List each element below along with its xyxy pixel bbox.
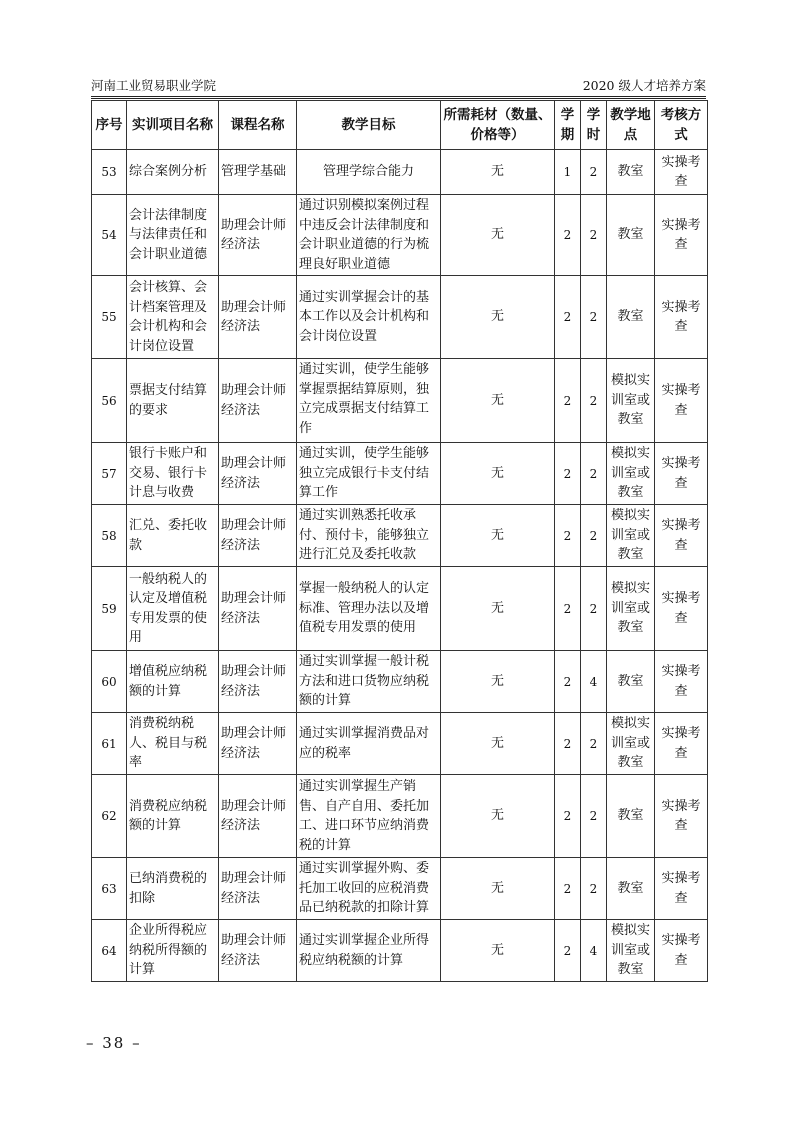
col-header-term: 学期 [555,101,581,150]
cell-project: 银行卡账户和交易、银行卡计息与收费 [127,443,219,505]
cell-course: 管理学基础 [219,150,297,195]
cell-term: 2 [555,195,581,276]
cell-place: 教室 [607,858,655,920]
cell-course: 助理会计师经济法 [219,505,297,567]
cell-no: 64 [92,920,127,982]
cell-no: 60 [92,651,127,713]
cell-place: 教室 [607,651,655,713]
cell-hours: 4 [581,651,607,713]
cell-course: 助理会计师经济法 [219,775,297,858]
cell-goal: 通过实训掌握企业所得税应纳税额的计算 [297,920,441,982]
cell-goal: 通过实训掌握消费品对应的税率 [297,713,441,775]
cell-material: 无 [441,150,555,195]
cell-hours: 2 [581,858,607,920]
cell-assess: 实操考查 [655,713,708,775]
table-row [92,713,708,775]
cell-goal: 通过实训，使学生能够独立完成银行卡支付结算工作 [297,443,441,505]
header-doc-title: 2020 级人才培养方案 [582,78,706,93]
cell-goal: 通过实训掌握外购、委托加工收回的应税消费品已纳税款的扣除计算 [297,858,441,920]
cell-assess: 实操考查 [655,920,708,982]
cell-term: 2 [555,775,581,858]
cell-assess: 实操考查 [655,150,708,195]
header-rule [91,96,706,99]
cell-no: 61 [92,713,127,775]
cell-goal: 通过实训掌握一般计税方法和进口货物应纳税额的计算 [297,651,441,713]
cell-hours: 2 [581,567,607,651]
col-header-material: 所需耗材（数量、价格等） [441,101,555,150]
cell-project: 汇兑、委托收款 [127,505,219,567]
cell-course: 助理会计师经济法 [219,443,297,505]
cell-hours: 4 [581,920,607,982]
cell-place: 模拟实训室或教室 [607,920,655,982]
training-table [91,100,708,982]
cell-term: 2 [555,920,581,982]
cell-no: 57 [92,443,127,505]
cell-material: 无 [441,567,555,651]
table-row [92,150,708,195]
cell-course: 助理会计师经济法 [219,195,297,276]
cell-assess: 实操考查 [655,858,708,920]
table-row [92,920,708,982]
cell-hours: 2 [581,150,607,195]
col-header-assess: 考核方式 [655,101,708,150]
cell-project: 增值税应纳税额的计算 [127,651,219,713]
cell-term: 2 [555,713,581,775]
cell-material: 无 [441,920,555,982]
cell-material: 无 [441,276,555,359]
cell-term: 2 [555,276,581,359]
page-header [91,74,706,94]
cell-place: 教室 [607,276,655,359]
table-row [92,443,708,505]
cell-material: 无 [441,858,555,920]
cell-assess: 实操考查 [655,567,708,651]
cell-goal: 通过实训掌握生产销售、自产自用、委托加工、进口环节应纳消费税的计算 [297,775,441,858]
cell-project: 一般纳税人的认定及增值税专用发票的使用 [127,567,219,651]
cell-assess: 实操考查 [655,195,708,276]
cell-no: 63 [92,858,127,920]
col-header-place: 教学地点 [607,101,655,150]
cell-place: 教室 [607,775,655,858]
cell-term: 2 [555,651,581,713]
cell-no: 56 [92,359,127,443]
cell-material: 无 [441,775,555,858]
cell-project: 票据支付结算的要求 [127,359,219,443]
cell-course: 助理会计师经济法 [219,276,297,359]
cell-place: 模拟实训室或教室 [607,505,655,567]
cell-project: 消费税纳税人、税目与税率 [127,713,219,775]
cell-assess: 实操考查 [655,775,708,858]
cell-place: 模拟实训室或教室 [607,443,655,505]
cell-place: 教室 [607,195,655,276]
cell-goal: 通过识别模拟案例过程中违反会计法律制度和会计职业道德的行为梳理良好职业道德 [297,195,441,276]
col-header-hours: 学时 [581,101,607,150]
cell-project: 综合案例分析 [127,150,219,195]
cell-hours: 2 [581,276,607,359]
col-header-project: 实训项目名称 [127,101,219,150]
table-row [92,505,708,567]
table-row [92,775,708,858]
cell-project: 会计法律制度与法律责任和会计职业道德 [127,195,219,276]
cell-assess: 实操考查 [655,505,708,567]
table-row [92,858,708,920]
cell-assess: 实操考查 [655,276,708,359]
cell-no: 58 [92,505,127,567]
cell-term: 2 [555,505,581,567]
table-header-row [92,101,708,150]
cell-no: 55 [92,276,127,359]
cell-hours: 2 [581,443,607,505]
cell-no: 53 [92,150,127,195]
cell-course: 助理会计师经济法 [219,858,297,920]
cell-project: 已纳消费税的扣除 [127,858,219,920]
cell-hours: 2 [581,195,607,276]
cell-assess: 实操考查 [655,359,708,443]
cell-project: 会计核算、会计档案管理及会计机构和会计岗位设置 [127,276,219,359]
cell-no: 62 [92,775,127,858]
cell-goal: 掌握一般纳税人的认定标准、管理办法以及增值税专用发票的使用 [297,567,441,651]
cell-place: 模拟实训室或教室 [607,359,655,443]
header-school: 河南工业贸易职业学院 [91,78,217,93]
cell-term: 1 [555,150,581,195]
cell-course: 助理会计师经济法 [219,713,297,775]
cell-goal: 管理学综合能力 [297,150,441,195]
cell-no: 54 [92,195,127,276]
cell-material: 无 [441,713,555,775]
cell-material: 无 [441,651,555,713]
cell-hours: 2 [581,505,607,567]
table-row [92,651,708,713]
col-header-no: 序号 [92,101,127,150]
cell-hours: 2 [581,775,607,858]
cell-goal: 通过实训熟悉托收承付、预付卡，能够独立进行汇兑及委托收款 [297,505,441,567]
cell-hours: 2 [581,359,607,443]
cell-material: 无 [441,505,555,567]
cell-assess: 实操考查 [655,443,708,505]
cell-material: 无 [441,443,555,505]
cell-term: 2 [555,443,581,505]
cell-goal: 通过实训掌握会计的基本工作以及会计机构和会计岗位设置 [297,276,441,359]
cell-term: 2 [555,567,581,651]
cell-material: 无 [441,195,555,276]
cell-course: 助理会计师经济法 [219,920,297,982]
page-number: – 38 – [86,1034,142,1052]
cell-place: 教室 [607,150,655,195]
table-row [92,359,708,443]
cell-course: 助理会计师经济法 [219,359,297,443]
cell-hours: 2 [581,713,607,775]
col-header-goal: 教学目标 [297,101,441,150]
cell-assess: 实操考查 [655,651,708,713]
cell-course: 助理会计师经济法 [219,567,297,651]
table-row [92,195,708,276]
col-header-course: 课程名称 [219,101,297,150]
table-row [92,567,708,651]
cell-place: 模拟实训室或教室 [607,567,655,651]
cell-no: 59 [92,567,127,651]
cell-term: 2 [555,359,581,443]
table-row [92,276,708,359]
cell-goal: 通过实训，使学生能够掌握票据结算原则，独立完成票据支付结算工作 [297,359,441,443]
cell-project: 消费税应纳税额的计算 [127,775,219,858]
cell-place: 模拟实训室或教室 [607,713,655,775]
cell-material: 无 [441,359,555,443]
cell-course: 助理会计师经济法 [219,651,297,713]
cell-project: 企业所得税应纳税所得额的计算 [127,920,219,982]
cell-term: 2 [555,858,581,920]
